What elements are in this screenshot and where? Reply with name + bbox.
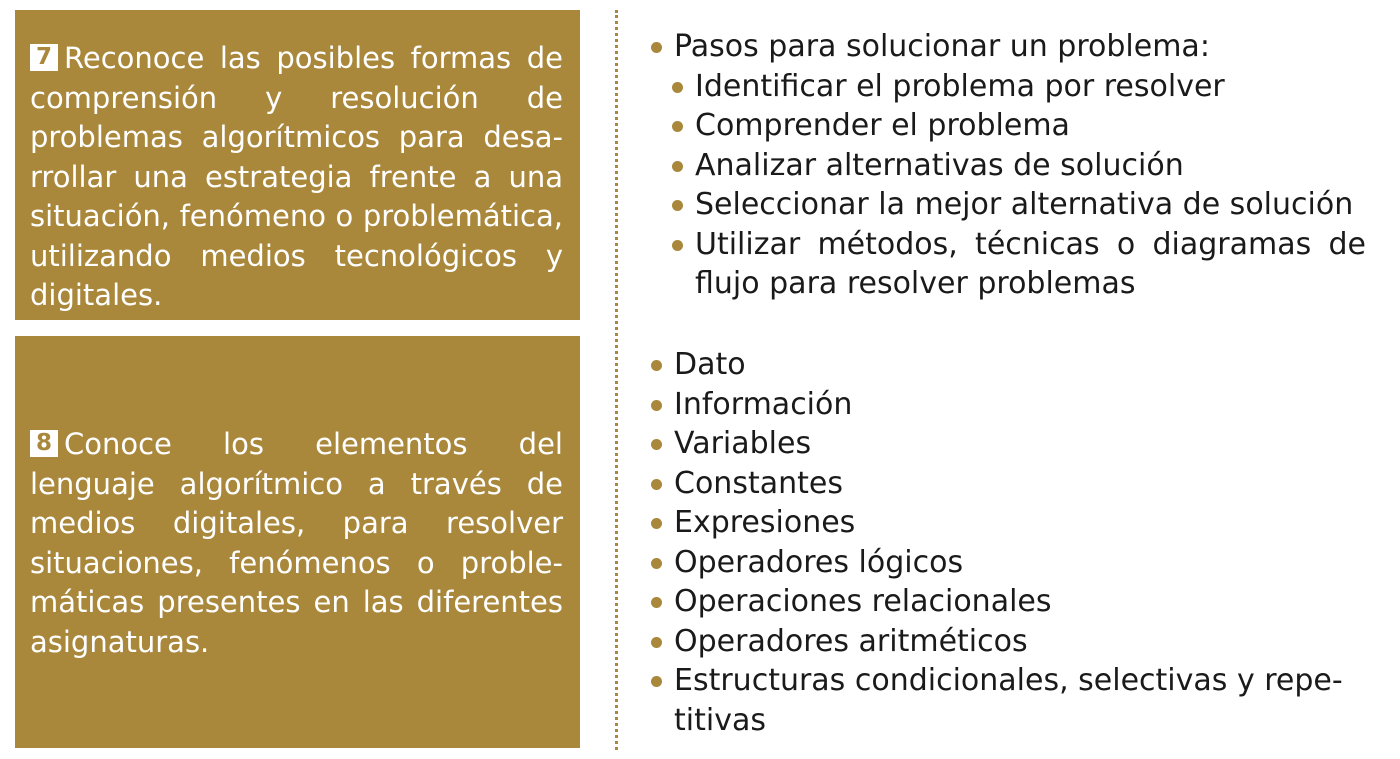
steps-list-block: [651, 27, 1366, 304]
competency-number-badge: 8: [30, 430, 58, 457]
bullet-icon: [651, 597, 662, 608]
bullet-icon: [651, 676, 662, 687]
list-item: [651, 385, 1366, 425]
bullet-icon: [672, 121, 683, 132]
steps-heading: Pasos para solucionar un problema:: [674, 29, 1210, 64]
list-item: [651, 622, 1366, 662]
element-text: Operadores lógicos: [674, 544, 964, 580]
bullet-icon: [672, 240, 683, 251]
element-text: Operadores aritméticos: [674, 623, 1028, 659]
competency-number-badge: 7: [30, 44, 58, 71]
list-item: [651, 345, 1366, 385]
competency-8-box: [15, 336, 580, 748]
competency-8-text: Conoce los elementos del lenguaje algorítmico a través de medios digitales, para resolver situaciones, fenómenos o problemáticas presentes en las diferentes asignaturas.: [30, 427, 563, 659]
step-text: Seleccionar la mejor alternativa de solución: [695, 187, 1354, 222]
bullet-icon: [651, 558, 662, 569]
list-item: [651, 225, 1366, 304]
list-item: [651, 27, 1366, 67]
list-item: [651, 464, 1366, 504]
bullet-icon: [651, 400, 662, 411]
bullet-icon: [651, 42, 662, 53]
element-text: Información: [674, 386, 853, 422]
element-text: Variables: [674, 426, 812, 461]
bullet-icon: [672, 82, 683, 93]
element-text: Estructuras condicionales, selectivas y repetitivas: [674, 663, 1343, 738]
list-item: [651, 67, 1366, 107]
element-text: Expresiones: [674, 505, 856, 540]
elements-list-block: [651, 345, 1366, 740]
bullet-icon: [651, 360, 662, 371]
list-item: [651, 661, 1366, 740]
dotted-divider: [615, 10, 618, 750]
list-item: [651, 146, 1366, 186]
competency-7-box: [15, 10, 580, 320]
bullet-icon: [651, 439, 662, 450]
bullet-icon: [651, 479, 662, 490]
element-text: Dato: [674, 347, 746, 382]
element-text: Operaciones relacionales: [674, 584, 1052, 619]
step-text: Utilizar métodos, técnicas o diagramas de flujo para resolver problemas: [695, 226, 1366, 301]
element-text: Constantes: [674, 465, 843, 501]
list-item: [651, 106, 1366, 146]
list-item: [651, 582, 1366, 622]
list-item: [651, 543, 1366, 583]
list-item: [651, 503, 1366, 543]
list-item: [651, 185, 1366, 225]
list-item: [651, 424, 1366, 464]
step-text: Identificar el problema por resolver: [695, 68, 1225, 104]
step-text: Comprender el problema: [695, 108, 1070, 143]
bullet-icon: [651, 637, 662, 648]
bullet-icon: [651, 518, 662, 529]
bullet-icon: [672, 161, 683, 172]
competency-7-text: Reconoce las posibles formas de comprensión y resolución de problemas algorítmicos para desarrollar una estrategia frente a una situación, fenómeno o problemática, utilizando medios tecnológicos y digitales.: [30, 41, 563, 312]
bullet-icon: [672, 200, 683, 211]
step-text: Analizar alternativas de solución: [695, 147, 1184, 183]
